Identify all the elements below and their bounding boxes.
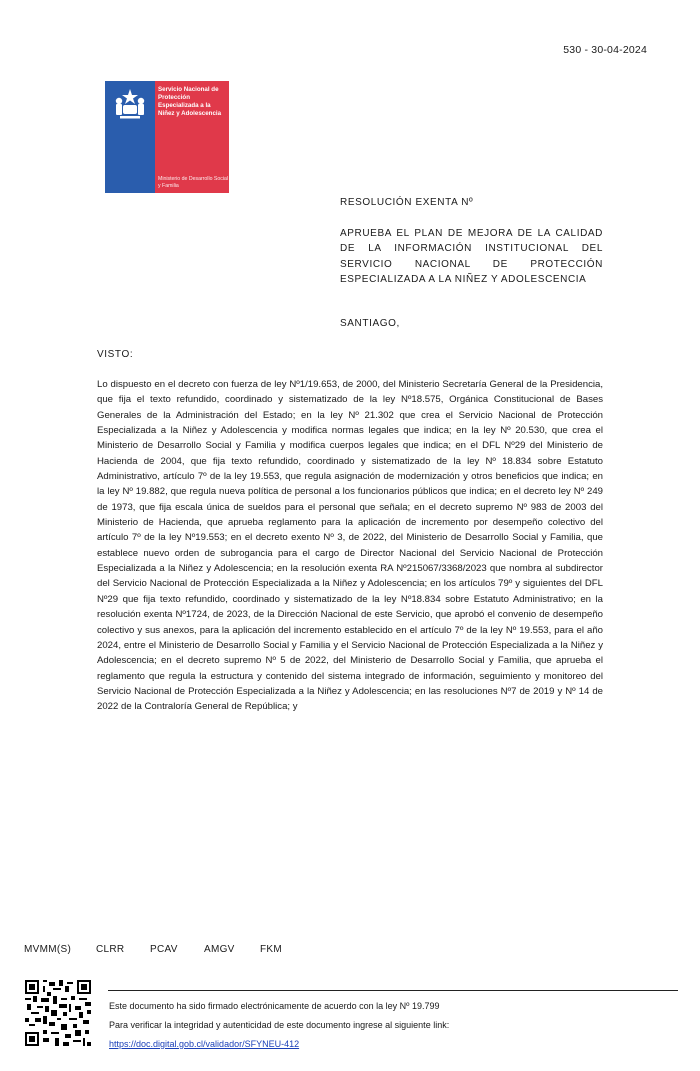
logo-institution-name: Servicio Nacional de Protección Especializada a la Niñez y Adolescencia [158,86,222,117]
logo-ministry-name: Ministerio de Desarrollo Social y Familia [158,176,229,189]
visto-body: Lo dispuesto en el decreto con fuerza de ley Nº1/19.653, de 2000, del Ministerio Secretaría General de la Presidencia, que fija el texto refundido, coordinado y sistematizado de la ley Nº18.575, Orgánica Constitucional de Bases Generales de la Administración del Estado; en la ley Nº 21.302 que crea el Servicio Nacional de Protección Especializada a la Niñez y Adolescencia y modifica normas legales que indica; en la ley Nº 20.530, que crea el Ministerio de Desarrollo Social y Familia y modifica cuerpos legales que indica; en el DFL Nº29 del Ministerio de Hacienda de 2004, que fija texto refundido, coordinado y sistematizado de la ley Nº 18.834 sobre Estatuto Administrativo, artículo 7º de la ley 19.553, que regula asignación de modernización y otros beneficios que indica; en la ley Nº 19.882, que regula nueva política de personal a los funcionarios públicos que indica; en el decreto ley Nº 249 de 1973, que fija escala única de sueldos para el personal que señala; en el decreto supremo Nº 983 de 2003 del Ministerio de Hacienda, que aprueba reglamento para la aplicación de incremento por desempeño colectivo del artículo 7º de la ley Nº19.553; en el decreto exento Nº 3, de 2022, del Ministerio de Desarrollo Social y Familia, que establece nuevo orden de subrogancia para el cargo de Director Nacional del Servicio Nacional de Protección Especializada a la Niñez y Adolescencia; en la resolución exenta RA Nº215067/3368/2023 que nombra al subdirector del Servicio Nacional de Protección Especializada a la Niñez y Adolescencia; en los artículos 79º y siguientes del DFL Nº29 que fija texto refundido, coordinado y sistematizado de la ley Nº18.834 sobre Estatuto Administrativo; en la resolución exenta Nº1724, de 2023, de la Dirección Nacional de este Servicio, que aprobó el convenio de desempeño colectivo y sus anexos, para la aplicación del incremento establecido en el artículo 7º de la ley Nº 19.553, para el año 2024, entre el Ministerio de Desarrollo Social y Familia y el Servicio Nacional de Protección Especializada a la Niñez y Adolescencia; en el decreto supremo Nº 5 de 2022, del Ministerio de Desarrollo Social y Familia, que aprueba el reglamento que regula la estructura y contenido del sistema integrado de información, seguimiento y monitoreo del Servicio Nacional de Protección Especializada a la Niñez y Adolescencia; en las resoluciones Nº7 de 2019 y Nº 14 de 2022 de la Contraloría General de República; y [97,379,603,713]
initials-item: FKM [260,944,283,955]
footer-divider [108,990,678,991]
signature-notice-line: Este documento ha sido firmado electrónicamente de acuerdo con la ley Nº 19.799 [109,1001,440,1011]
logo-blue-panel [105,81,155,193]
signature-notice [109,997,449,1054]
author-initials [24,944,282,955]
initials-item: MVMM(S) [24,944,72,955]
logo-red-panel [155,81,229,193]
institution-logo [105,81,229,193]
resolution-place: SANTIAGO, [340,318,400,329]
resolution-title: RESOLUCIÓN EXENTA Nº [340,197,474,208]
qr-code-icon [25,980,91,1046]
resolution-subject: APRUEBA EL PLAN DE MEJORA DE LA CALIDAD DE LA INFORMACIÓN INSTITUCIONAL DEL SERVICIO NACIONAL DE PROTECCIÓN ESPECIALIZADA A LA NIÑEZ Y ADOLESCENCIA [340,228,603,286]
verification-notice-line: Para verificar la integridad y autenticidad de este documento ingrese al siguiente link: [109,1020,450,1030]
verification-link[interactable]: https://doc.digital.gob.cl/validador/SFYNEU-412 [109,1039,300,1049]
initials-item: CLRR [96,944,125,955]
document-number: 530 - 30-04-2024 [563,44,647,56]
visto-heading: VISTO: [97,349,134,360]
coat-of-arms-icon [111,87,149,121]
initials-item: AMGV [204,944,235,955]
initials-item: PCAV [150,944,178,955]
